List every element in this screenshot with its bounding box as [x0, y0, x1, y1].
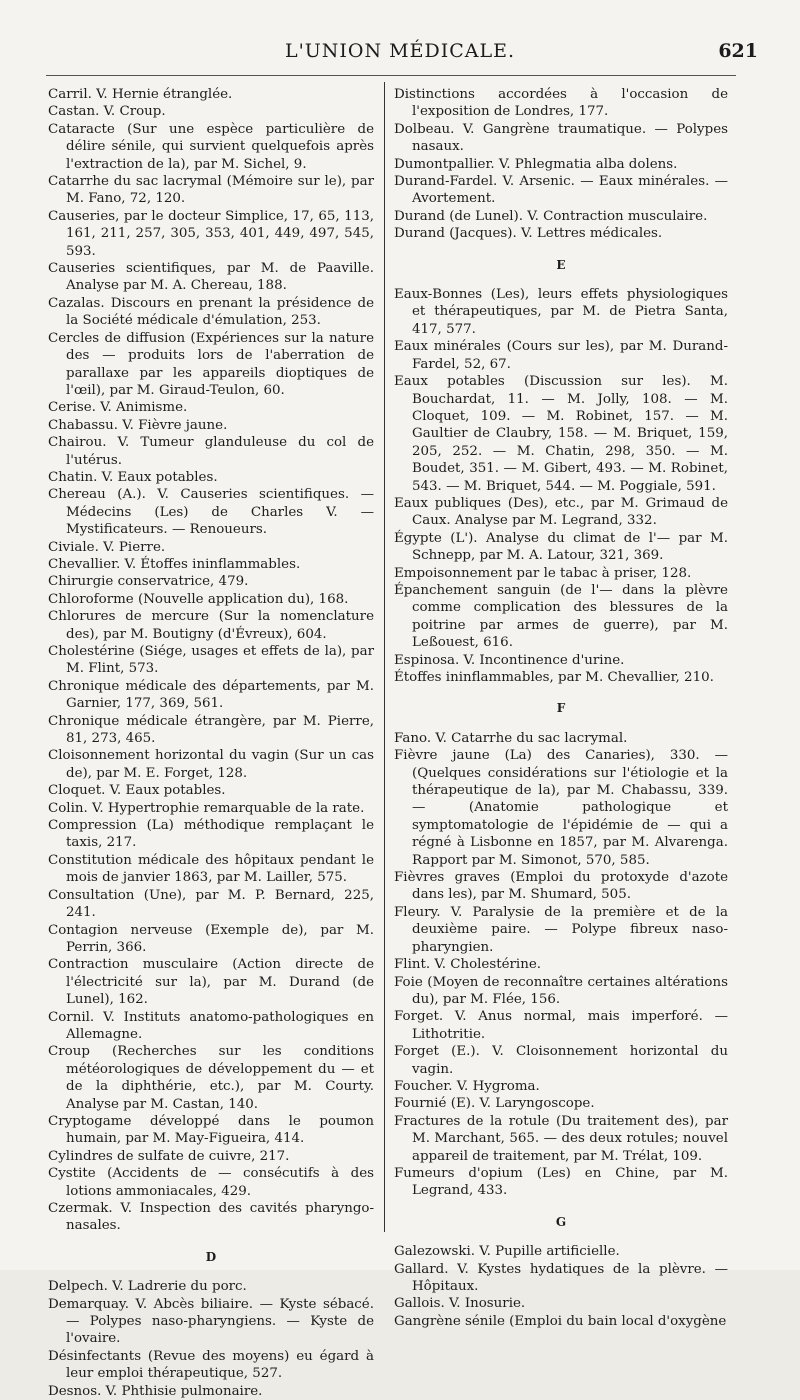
index-entry: Cazalas. Discours en prenant la présidence de la Société médicale d'émulation, 253. — [48, 295, 374, 329]
index-entry: Croup (Recherches sur les conditions météorologiques de développement du — et de la diphthérie, etc.), par M. Courty. Analyse par M. Castan, 140. — [48, 1044, 374, 1112]
index-entry: Delpech. V. Ladrerie du porc. — [48, 1279, 247, 1295]
index-entry: Dumontpallier. V. Phlegmatia alba dolens. — [394, 156, 678, 172]
index-entry: Constitution médicale des hôpitaux pendant le mois de janvier 1863, par M. Lailler, 575. — [48, 852, 374, 886]
index-entry: Contagion nerveuse (Exemple de), par M. Perrin, 366. — [48, 922, 374, 955]
column-divider — [384, 82, 385, 1232]
index-entry: Fournié (E). V. Laryngoscope. — [394, 1096, 595, 1112]
index-entry: Fièvres graves (Emploi du protoxyde d'azote dans les), par M. Shumard, 505. — [394, 870, 728, 903]
section-letter: G — [555, 1214, 567, 1229]
index-entry: Désinfectants (Revue des moyens) eu égard à leur emploi thérapeutique, 527. — [48, 1348, 374, 1382]
index-entry: Chlorures de mercure (Sur la nomenclature des), par M. Boutigny (d'Évreux), 604. — [48, 609, 374, 642]
index-entry: Catarrhe du sac lacrymal (Mémoire sur le), par M. Fano, 72, 120. — [48, 174, 374, 207]
index-entry: Chloroforme (Nouvelle application du), 168. — [48, 591, 349, 607]
index-entry: Fièvre jaune (La) des Canaries), 330. — (Quelques considérations sur l'étiologie et la thérapeutique de la), par M. Chabassu, 339. — (Anatomie pathologique et symptomatologie de l'épidémie de — qui a régné à Lisbonne en 1857, par M. Alvarenga. Rapport par M. Simonot, 570, 585. — [394, 748, 728, 868]
section-letter: F — [556, 701, 566, 716]
left-column — [48, 86, 374, 1400]
index-entry: Durand (de Lunel). V. Contraction musculaire. — [394, 208, 708, 224]
index-entry: Espinosa. V. Incontinence d'urine. — [394, 652, 625, 668]
index-entry: Étoffes ininflammables, par M. Chevallier, 210. — [394, 670, 714, 685]
index-entry: Gallois. V. Inosurie. — [394, 1296, 526, 1312]
index-entry: Empoisonnement par le tabac à priser, 128. — [394, 565, 692, 581]
index-entry: Cholestérine (Siége, usages et effets de la), par M. Flint, 573. — [48, 644, 374, 677]
index-entry: Eaux potables (Discussion sur les). M. Bouchardat, 11. — M. Jolly, 108. — M. Cloquet, 109. — M. Robinet, 157. — M. Gaultier de Claubry, 158. — M. Briquet, 159, 205, 252. — M. Chatin, 298, 350. — M. Boudet, 351. — M. Gibert, 493. — M. Robinet, 543. — M. Briquet, 544. — M. Poggiale, 591. — [394, 374, 728, 494]
index-entry: Foucher. V. Hygroma. — [394, 1078, 540, 1094]
index-entry: Cercles de diffusion (Expériences sur la nature des — produits lors de l'aberration de parallaxe par les appareils dioptiques de l'œil), par M. Giraud-Teulon, 60. — [48, 330, 374, 398]
index-entry: Czermak. V. Inspection des cavités pharyngo-nasales. — [48, 1201, 374, 1234]
section-letter: E — [556, 257, 566, 272]
index-entry: Carril. V. Hernie étranglée. — [48, 87, 233, 102]
section-letter: D — [205, 1249, 217, 1264]
index-entry: Cloisonnement horizontal du vagin (Sur un cas de), par M. E. Forget, 128. — [48, 748, 374, 781]
index-entry: Chronique médicale étrangère, par M. Pierre, 81, 273, 465. — [48, 713, 374, 747]
index-entry: Eaux-Bonnes (Les), leurs effets physiologiques et thérapeutiques, par M. de Pietra Santa, 417, 577. — [394, 287, 728, 337]
index-entry: Contraction musculaire (Action directe de l'électricité sur la), par M. Durand (de Lunel), 162. — [48, 957, 374, 1008]
index-entry: Eaux minérales (Cours sur les), par M. Durand-Fardel, 52, 67. — [394, 339, 728, 372]
index-entry: Cataracte (Sur une espèce particulière de délire sénile, qui survient quelquefois après l'extraction de la), par M. Sichel, 9. — [48, 121, 374, 172]
index-entry: Égypte (L'). Analyse du climat de l'— par M. Schnepp, par M. A. Latour, 321, 369. — [394, 530, 728, 564]
index-entry: Cystite (Accidents de — consécutifs à des lotions ammoniacales, 429. — [48, 1166, 374, 1199]
index-entry: Chereau (A.). V. Causeries scientifiques. — Médecins (Les) de Charles V. — Mystificateurs. — Renoueurs. — [48, 487, 374, 538]
index-entry: Causeries scientifiques, par M. de Paaville. Analyse par M. A. Chereau, 188. — [48, 261, 374, 294]
index-entry: Fractures de la rotule (Du traitement des), par M. Marchant, 565. — des deux rotules; nouvel appareil de traitement, par M. Trélat, 109. — [394, 1113, 728, 1164]
index-entry: Chabassu. V. Fièvre jaune. — [48, 417, 228, 433]
index-entry: Flint. V. Cholestérine. — [394, 957, 542, 973]
index-entry: Distinctions accordées à l'occasion de l'exposition de Londres, 177. — [394, 87, 728, 120]
index-entry: Chirurgie conservatrice, 479. — [48, 574, 249, 590]
index-entry: Colin. V. Hypertrophie remarquable de la rate. — [48, 800, 365, 816]
index-entry: Fleury. V. Paralysie de la première et de la deuxième paire. — Polype fibreux naso-pharyngien. — [394, 904, 728, 955]
index-entry: Chevallier. V. Étoffes ininflammables. — [48, 556, 301, 572]
index-entry: Durand-Fardel. V. Arsenic. — Eaux minérales. — Avortement. — [394, 174, 728, 207]
index-entry: Cloquet. V. Eaux potables. — [48, 783, 226, 799]
index-entry: Dolbeau. V. Gangrène traumatique. — Polypes nasaux. — [394, 121, 728, 155]
page-number: 621 — [718, 40, 758, 62]
running-header — [0, 34, 800, 74]
index-entry: Forget. V. Anus normal, mais imperforé. — Lithotritie. — [394, 1009, 728, 1042]
index-entry: Eaux publiques (Des), etc., par M. Grimaud de Caux. Analyse par M. Legrand, 332. — [394, 495, 728, 529]
index-entry: Chronique médicale des départements, par M. Garnier, 177, 369, 561. — [48, 678, 374, 712]
index-entry: Forget (E.). V. Cloisonnement horizontal du vagin. — [394, 1044, 728, 1077]
right-column — [394, 86, 728, 1330]
index-entry: Gangrène sénile (Emploi du bain local d'oxygène — [394, 1313, 727, 1329]
index-entry: Civiale. V. Pierre. — [48, 539, 166, 555]
index-entry: Fumeurs d'opium (Les) en Chine, par M. Legrand, 433. — [394, 1165, 728, 1199]
index-entry: Desnos. V. Phthisie pulmonaire. — [48, 1383, 263, 1399]
journal-title: L'UNION MÉDICALE. — [284, 40, 516, 62]
index-entry: Durand (Jacques). V. Lettres médicales. — [394, 226, 663, 242]
index-entry: Chatin. V. Eaux potables. — [48, 469, 218, 485]
index-entry: Demarquay. V. Abcès biliaire. — Kyste sébacé. — Polypes naso-pharyngiens. — Kyste de l'ovaire. — [48, 1296, 374, 1347]
index-entry: Épanchement sanguin (de l'— dans la plèvre comme complication des blessures de la poitrine par armes de guerre), par M. Leßouest, 616. — [394, 582, 728, 651]
index-entry: Causeries, par le docteur Simplice, 17, 65, 113, 161, 211, 257, 305, 353, 401, 449, 497, 545, 593. — [48, 208, 374, 259]
index-entry: Gallard. V. Kystes hydatiques de la plèvre. — Hôpitaux. — [394, 1261, 728, 1294]
index-entry: Foie (Moyen de reconnaître certaines altérations du), par M. Flée, 156. — [394, 974, 728, 1007]
index-entry: Chairou. V. Tumeur glanduleuse du col de l'utérus. — [48, 435, 374, 468]
header-rule — [46, 75, 736, 76]
index-entry: Compression (La) méthodique remplaçant le taxis, 217. — [48, 818, 374, 851]
index-entry: Cornil. V. Instituts anatomo-pathologiques en Allemagne. — [48, 1009, 374, 1042]
index-entry: Castan. V. Croup. — [48, 104, 166, 120]
index-entry: Consultation (Une), par M. P. Bernard, 225, 241. — [48, 887, 374, 921]
index-entry: Galezowski. V. Pupille artificielle. — [394, 1244, 620, 1260]
index-entry: Cryptogame développé dans le poumon humain, par M. May-Figueira, 414. — [48, 1113, 374, 1147]
index-entry: Fano. V. Catarrhe du sac lacrymal. — [394, 730, 628, 746]
index-entry: Cylindres de sulfate de cuivre, 217. — [48, 1148, 290, 1164]
index-entry: Cerise. V. Animisme. — [48, 400, 188, 416]
